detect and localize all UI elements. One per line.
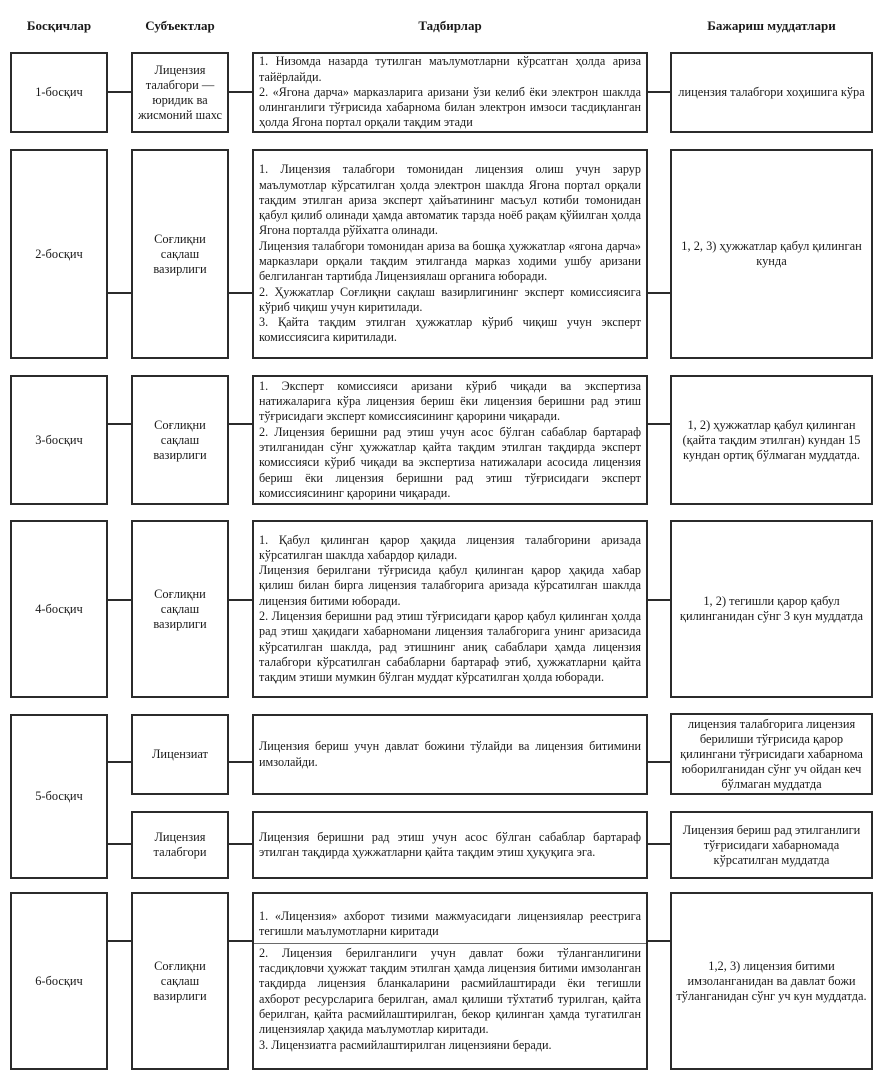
connector-line bbox=[648, 423, 670, 425]
action-item: 2. Лицензия беришни рад этиш учун асос бўлган сабаблар бартараф этилганидан сўнг ҳужжатлар қайта тақдим этилган тақдирда эксперт комиссияси кўриб чиқади ва экспертиза натижалари асосида лицензия бериш ёки лицензия беришни рад этиш тўғрисидаги эксперт комиссиясининг қарорини чиқаради. bbox=[259, 424, 641, 500]
stage-1-subject-box bbox=[131, 52, 229, 133]
stage-6-deadline-box bbox=[670, 892, 873, 1070]
stage-5-actions-box-applicant bbox=[252, 811, 648, 879]
action-item: Лицензия берилгани тўғрисида қабул қилинган қарор ҳақида хабар қилиш билан бирга лицензия талабгорига аризада кўрсатилган шаклда лицензия битими юборади. bbox=[259, 563, 641, 608]
stage-5-subject-box-applicant bbox=[131, 811, 229, 879]
action-item: 3. Қайта тақдим этилган ҳужжатлар кўриб чиқиш учун эксперт комиссиясига киритилади. bbox=[259, 315, 641, 345]
deadline-text: 1,2, 3) лицензия битими имзоланганидан ва давлат божи тўланганидан сўнг уч кун муддатда. bbox=[676, 958, 867, 1003]
connector-line bbox=[648, 292, 670, 294]
subject-label: Соғлиқни сақлаш вазирлиги bbox=[153, 417, 207, 462]
deadline-text: лицензия талабгори хоҳишига кўра bbox=[678, 85, 865, 99]
connector-line bbox=[108, 940, 131, 942]
subject-label: Соғлиқни сақлаш вазирлиги bbox=[153, 231, 207, 276]
stage-label: 2-босқич bbox=[35, 246, 83, 261]
connector-line bbox=[108, 843, 131, 845]
connector-line bbox=[108, 761, 131, 763]
connector-line bbox=[108, 292, 131, 294]
connector-line bbox=[229, 91, 252, 93]
subject-label: Соғлиқни сақлаш вазирлиги bbox=[153, 586, 207, 631]
connector-line bbox=[648, 940, 670, 942]
stage-5-box bbox=[10, 714, 108, 879]
header-stages: Босқичлар bbox=[26, 18, 92, 33]
deadline-text: 1, 2, 3) ҳужжатлар қабул қилинган кунда bbox=[681, 239, 862, 268]
stage-label: 5-босқич bbox=[35, 789, 83, 803]
connector-line bbox=[648, 91, 670, 93]
actions-text bbox=[254, 738, 646, 771]
connector-line bbox=[229, 423, 252, 425]
connector-line bbox=[108, 91, 131, 93]
stage-6-actions-box bbox=[252, 892, 648, 1070]
header-subjects: Субъектлар bbox=[145, 18, 215, 33]
action-item: 2. Ҳужжатлар Соғлиқни сақлаш вазирлигининг эксперт комиссиясига кўриб чиқиш учун киритилади. bbox=[259, 284, 641, 314]
stage-1-box bbox=[10, 52, 108, 133]
stage-3-subject-box bbox=[131, 375, 229, 505]
connector-line bbox=[229, 292, 252, 294]
action-item: 1. Низомда назарда тутилган маълумотларни кўрсатган ҳолда ариза тайёрлайди. bbox=[259, 54, 641, 84]
action-item: 1. «Лицензия» ахборот тизими мажмуасидаги лицензиялар реестрига тегишли маълумотларни киритади bbox=[259, 909, 641, 939]
stage-6-box bbox=[10, 892, 108, 1070]
stage-2-subject-box bbox=[131, 149, 229, 359]
connector-line bbox=[648, 761, 670, 763]
actions-text bbox=[254, 378, 646, 502]
stage-3-box bbox=[10, 375, 108, 505]
stage-3-deadline-box bbox=[670, 375, 873, 505]
action-item: 3. Лицензиатга расмийлаштирилган лицензияни беради. bbox=[259, 1037, 552, 1052]
stage-4-deadline-box bbox=[670, 520, 873, 698]
stage-5-actions-box-licensee bbox=[252, 714, 648, 795]
subject-label: Лицензиат bbox=[152, 747, 208, 761]
actions-text bbox=[254, 532, 646, 687]
stage-2-actions-box bbox=[252, 149, 648, 359]
connector-line bbox=[229, 599, 252, 601]
separator-line bbox=[254, 943, 646, 944]
connector-line bbox=[648, 599, 670, 601]
connector-line bbox=[229, 843, 252, 845]
actions-text bbox=[254, 53, 646, 131]
stage-5-deadline-box-applicant bbox=[670, 811, 873, 879]
stage-label: 3-босқич bbox=[35, 432, 83, 447]
stage-1-deadline-box bbox=[670, 52, 873, 133]
stage-2-box bbox=[10, 149, 108, 359]
subject-label: Лицензия талабгори — юридик ва жисмоний шахс bbox=[137, 62, 223, 122]
stage-label: 1-босқич bbox=[35, 85, 83, 99]
action-item: Лицензия бериш учун давлат божини тўлайди ва лицензия битимини имзолайди. bbox=[259, 739, 641, 769]
connector-line bbox=[648, 843, 670, 845]
deadline-text: лицензия талабгорига лицензия берилиши тўғрисида қарор қилингани тўғрисидаги хабарнома юборилганидан сўнг уч ойдан кеч бўлмаган муддатда bbox=[680, 716, 863, 791]
action-item: 1. Лицензия талабгори томонидан лицензия олиш учун зарур маълумотлар кўрсатилган ҳолда электрон шаклда Ягона портал орқали тақдим этилган ариза эксперт ҳайъатининг масъул котиби томонидан қабул қилиб олинади ҳамда автоматик тарзда ноёб рақам қўйилган ҳолда Ягона порталда рўйхатга олинади. bbox=[259, 162, 641, 238]
subject-label: Лицензия талабгори bbox=[153, 830, 207, 859]
stage-4-box bbox=[10, 520, 108, 698]
action-item: Лицензия талабгори томонидан ариза ва бошқа ҳужжатлар «ягона дарча» марказлари орқали тақдим этилганда марказ ходими ушбу аризани белгиланган тартибда Лицензиялаш органига юборади. bbox=[259, 238, 641, 284]
action-item: 1. Эксперт комиссияси аризани кўриб чиқади ва экспертиза натижаларига кўра лицензия бериш ёки лицензия беришни рад этиш тўғрисидаги эксперт комиссиясининг қарорини чиқаради. bbox=[259, 378, 641, 424]
deadline-text: Лицензия бериш рад этилганлиги тўғрисидаги хабарномада кўрсатилган муддатда bbox=[682, 822, 861, 867]
header-actions: Тадбирлар bbox=[418, 18, 482, 33]
stage-5-subject-box-licensee bbox=[131, 714, 229, 795]
connector-line bbox=[108, 599, 131, 601]
actions-text bbox=[254, 908, 646, 1054]
actions-text bbox=[254, 161, 646, 347]
subject-label: Соғлиқни сақлаш вазирлиги bbox=[153, 958, 207, 1003]
stage-1-actions-box bbox=[252, 52, 648, 133]
deadline-text: 1, 2) ҳужжатлар қабул қилинган (қайта тақдим этилган) кундан 15 кундан ортиқ бўлмаган муддатда. bbox=[682, 417, 861, 462]
action-item: 2. Лицензия берилганлиги учун давлат божи тўланганлигини тасдиқловчи ҳужжат тақдим этилган ҳамда лицензия битими имзоланган тақдирда лицензия бланкаларини расмийлаштиради ёки тегишли ахборот ресурсларига берилган, амал қилиши тўхтатиб турилган, қайта берилган, қайта расмийлаштирилган, бекор қилинган ҳамда тугатилган лицензиялар ҳақида маълумотлар киритади. bbox=[259, 945, 641, 1037]
stage-6-subject-box bbox=[131, 892, 229, 1070]
deadline-text: 1, 2) тегишли қарор қабул қилинганидан сўнг 3 кун муддатда bbox=[679, 594, 864, 623]
stage-4-subject-box bbox=[131, 520, 229, 698]
stage-label: 6-босқич bbox=[35, 973, 83, 988]
connector-line bbox=[229, 940, 252, 942]
stage-4-actions-box bbox=[252, 520, 648, 698]
action-item: 2. Лицензия беришни рад этиш тўғрисидаги қарор қабул қилинган ҳолда рад этиш ҳақидаги хабарномани лицензия талабгорига унинг аризасида кўрсатилган шаклда, рад этишнинг аниқ сабаблари ҳамда лицензия талабгори кўрсатилган сабабларни бартараф этиб, ҳужжатларни қайта тақдим этиши мумкин бўлган муддат кўрсатилган ҳолда юборади. bbox=[259, 609, 641, 685]
header-deadlines: Бажариш муддатлари bbox=[707, 18, 836, 33]
connector-line bbox=[229, 761, 252, 763]
action-item: 1. Қабул қилинган қарор ҳақида лицензия талабгорини аризада кўрсатилган шаклда хабардор қилади. bbox=[259, 532, 641, 562]
actions-text bbox=[254, 829, 646, 862]
action-item: Лицензия беришни рад этиш учун асос бўлган сабаблар бартараф этилган тақдирда ҳужжатларни қайта тақдим этиш ҳуқуқига эга. bbox=[259, 829, 641, 859]
stage-2-deadline-box bbox=[670, 149, 873, 359]
stage-5-deadline-box-licensee bbox=[670, 713, 873, 795]
connector-line bbox=[108, 423, 131, 425]
stage-3-actions-box bbox=[252, 375, 648, 505]
action-item: 2. «Ягона дарча» марказларига аризани ўзи келиб ёки электрон шаклда олинганлиги тўғрисида хабарнома билан электрон имзоси тасдиқланган ҳолда Ягона портал орқали тақдим этади bbox=[259, 84, 641, 130]
stage-label: 4-босқич bbox=[35, 601, 83, 616]
